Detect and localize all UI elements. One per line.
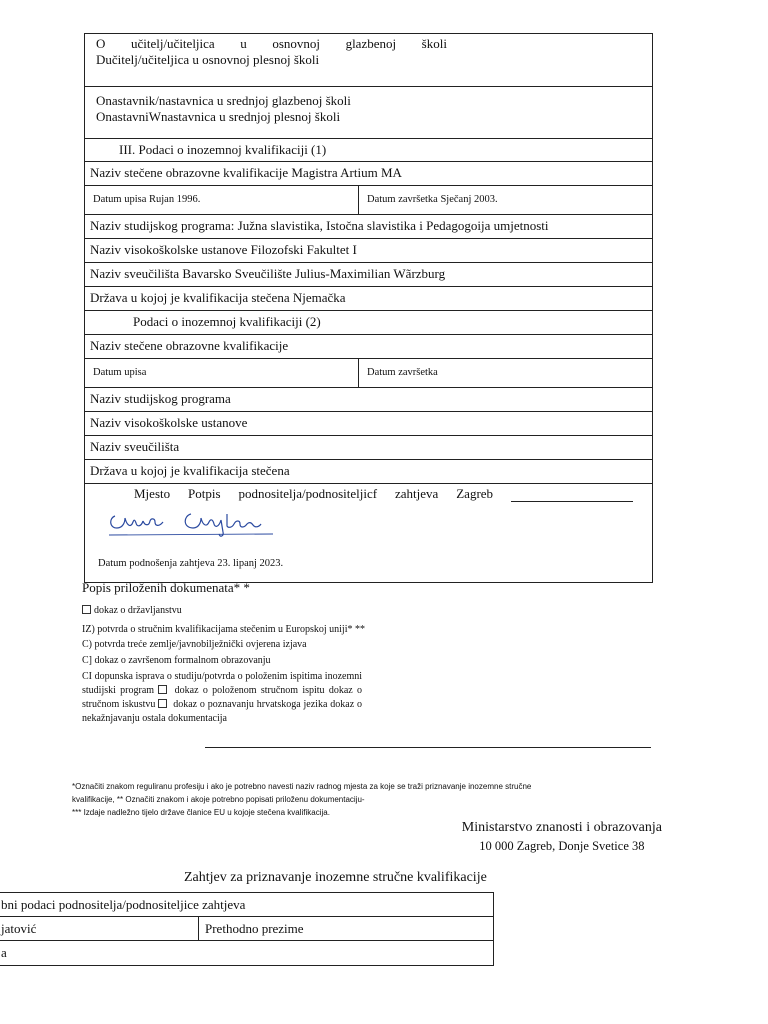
applicant-section-header: bni podaci podnositelja/podnositeljice zahtjeva [0, 893, 493, 917]
attachment-eu-qualifications: IZ) potvrda o stručnim kvalifikacijama stečenim u Europskoj uniji* ** [82, 624, 365, 635]
ministry-address: 10 000 Zagreb, Donje Svetice 38 [479, 839, 645, 853]
signature-row [85, 484, 652, 582]
checkbox-icon[interactable] [82, 605, 91, 614]
applicant-surname-row [0, 917, 493, 941]
footnotes: *Označiti znakom reguliranu profesiju i ako je potrebno navesti naziv radnog mjesta za koje se traži priznavanje inozemne stručne kvalifikacije, ** Označiti znakom i akoje potrebno popisati priloženu dokumentaciju- *** Izdaje nadležno tijelo države članice EU u kojoje stečena kvalifikacija. [72, 782, 532, 817]
signature-place-line: Mjesto Potpis podnositelja/podnositeljicf zahtjeva Zagreb [90, 486, 647, 502]
section1-dates [85, 186, 652, 215]
attachments-list [82, 580, 662, 726]
section2-program: Naziv studijskog programa [85, 388, 652, 412]
section1-program: Naziv studijskog programa: Južna slavistika, Istočna slavistika i Pedagogoija umjetnosti [85, 215, 652, 239]
ministry-address-block [462, 818, 662, 856]
checkbox-icon[interactable] [158, 699, 167, 708]
section2-title: Podaci o inozemnoj kvalifikaciji (2) [85, 311, 652, 335]
section2-country: Država u kojoj je kvalifikacija stečena [85, 460, 652, 484]
attachment-citizenship: dokaz o državljanstvu [82, 604, 662, 618]
checkbox-icon[interactable] [158, 685, 167, 694]
surname-value: jatović [0, 917, 199, 940]
qualification-form [84, 33, 653, 583]
section1-qualification: Naziv stečene obrazovne kvalifikacije Magistra Artium MA [85, 162, 652, 186]
section1-university: Naziv sveučilišta Bavarsko Sveučilište Julius-Maximilian Wãrzburg [85, 263, 652, 287]
section2-date-end: Datum završetka [367, 367, 438, 378]
section2-university: Naziv sveučilišta [85, 436, 652, 460]
attachment-other-documents: CI dopunska isprava o studiju/potvrda o položenim ispitima inozemni studijski program dokaz o položenom stručnom ispitu dokaz o stručnom iskustvu dokaz o poznavanju hrvatskoga jezika dokaz o nekažnjavanju ostala dokumentacija [82, 671, 363, 724]
previous-surname-label: Prethodno prezime [205, 920, 304, 936]
section1-date-end: Datum završetka Sječanj 2003. [367, 194, 498, 205]
attachments-underline [205, 747, 651, 748]
teacher-type-line1: O učitelj/učiteljica u osnovnoj glazbenoj školi [96, 36, 447, 51]
secondary-teacher-row: Onastavnik/nastavnica u srednjoj glazbenoj školi OnastavniWnastavnica u srednjoj plesnoj školi [85, 87, 652, 139]
ministry-name: Ministarstvo znanosti i obrazovanja [461, 820, 662, 835]
section1-title: III. Podaci o inozemnoj kvalifikaciji (1) [85, 139, 652, 162]
teacher-type-row [85, 34, 652, 87]
section2-qualification: Naziv stečene obrazovne kvalifikacije [85, 335, 652, 359]
applicant-row3: a [1, 945, 7, 960]
handwritten-signature [103, 500, 283, 540]
submission-date: Datum podnošenja zahtjeva 23. lipanj 2023. [98, 558, 284, 569]
section2-dates [85, 359, 652, 388]
attachment-third-country: C) potvrda treće zemlje/javnobilježnički ovjerena izjava [82, 639, 307, 650]
section1-date-start: Datum upisa Rujan 1996. [85, 186, 359, 214]
request-title: Zahtjev za priznavanje inozemne stručne kvalifikacije [184, 870, 487, 885]
section1-country: Država u kojoj je kvalifikacija stečena Njemačka [85, 287, 652, 311]
section2-institution: Naziv visokoškolske ustanove [85, 412, 652, 436]
signature-underline [511, 489, 633, 502]
section2-date-start: Datum upisa [85, 359, 359, 387]
teacher-type-line2: Dučitelj/učiteljica u osnovnoj plesnoj školi [96, 52, 320, 67]
attachments-title: Popis priloženih dokumenata* * [82, 580, 250, 595]
applicant-data-table [0, 892, 494, 966]
section1-institution: Naziv visokoškolske ustanove Filozofski Fakultet I [85, 239, 652, 263]
attachment-formal-education: C] dokaz o završenom formalnom obrazovanju [82, 655, 271, 666]
